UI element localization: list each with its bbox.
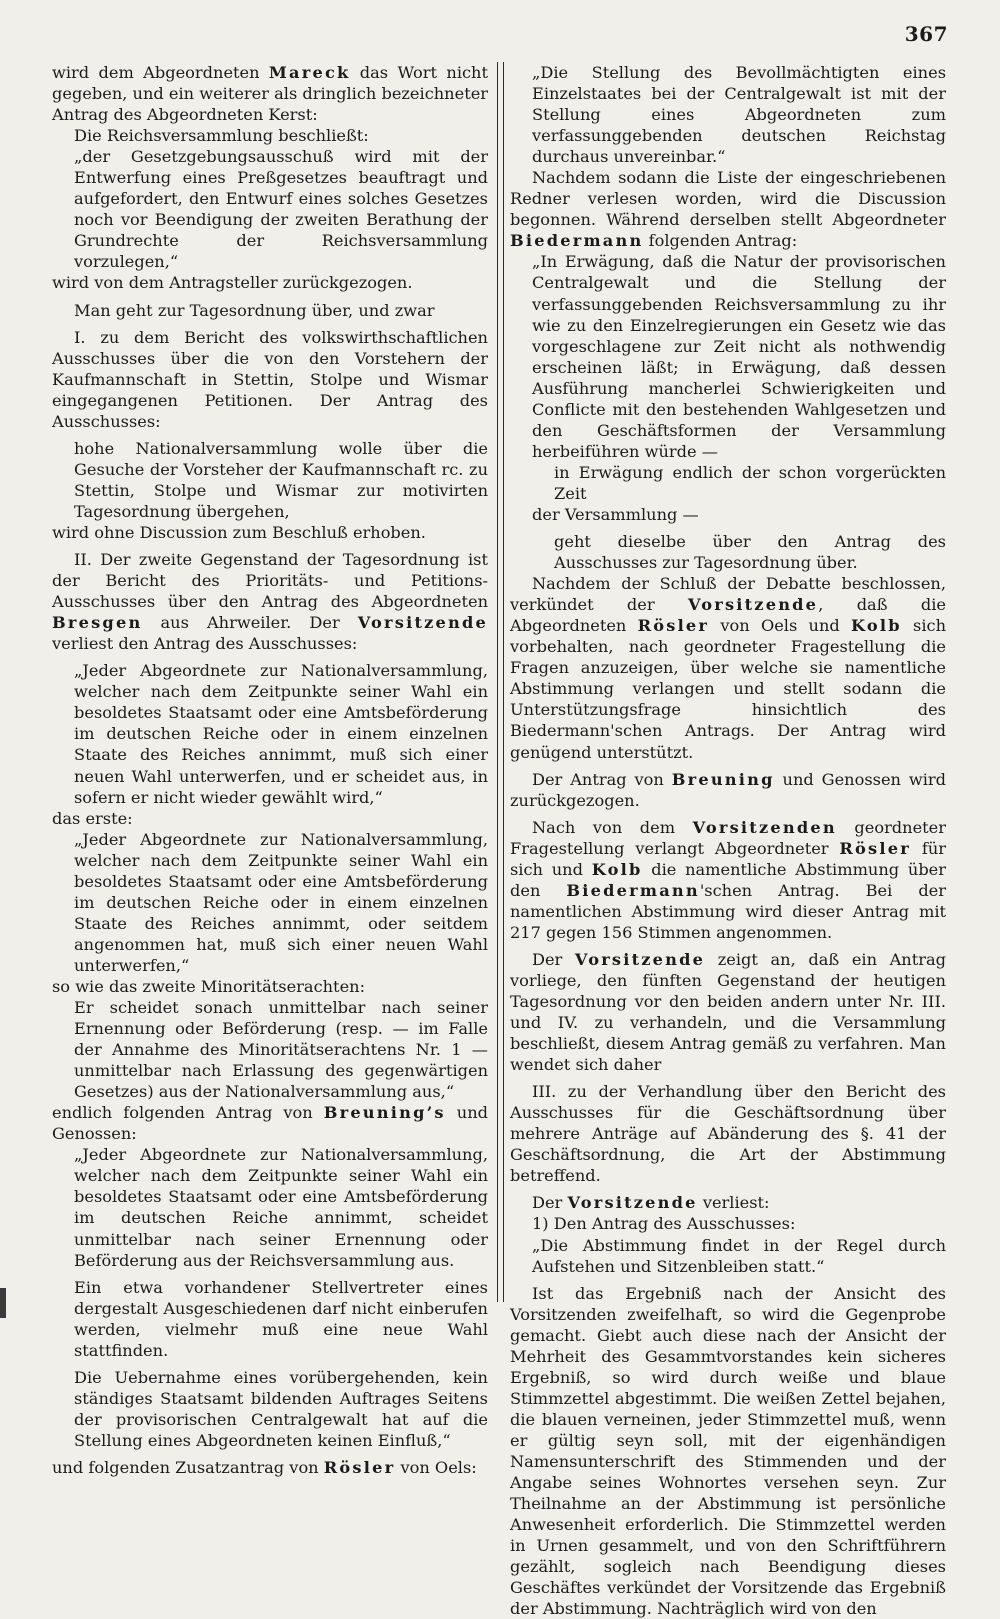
paragraph bbox=[510, 949, 946, 1075]
emphasized-name: Rösler bbox=[637, 616, 710, 636]
paragraph bbox=[52, 549, 488, 654]
paragraph bbox=[510, 817, 946, 943]
text-run: Der bbox=[532, 1193, 568, 1213]
paragraph bbox=[52, 522, 488, 543]
text-run: endlich folgenden Antrag von bbox=[52, 1103, 324, 1123]
text-run: sich vorbehalten, nach geordneter Fragestellung die Fragen anzuzeigen, über welche sie namentliche Abstimmung verlangen und stellt sodann die Unterstützungsfrage hinsichtlich des Biedermann'schen Antrags. Der Antrag wird genügend unterstützt. bbox=[510, 616, 946, 762]
text-run: Die Uebernahme eines vorübergehenden, kein ständiges Staatsamt bildenden Auftrages Seitens der provisorischen Centralgewalt hat auf die Stellung eines Abgeordneten keinen Einfluß,“ bbox=[74, 1367, 488, 1450]
paragraph bbox=[510, 1283, 946, 1619]
text-run: I. zu dem Bericht des volkswirthschaftlichen Ausschusses über die von den Vorstehern der Kaufmannschaft in Stettin, Stolpe und Wismar eingegangenen Petitionen. Der Antrag des Ausschusses: bbox=[52, 327, 488, 431]
emphasized-name: Biedermann bbox=[566, 880, 700, 900]
paragraph bbox=[52, 300, 488, 321]
text-run: wird von dem Antragsteller zurückgezogen. bbox=[52, 273, 413, 293]
text-run: Die Reichsversammlung beschließt: bbox=[74, 126, 369, 146]
text-run: der Versammlung — bbox=[532, 504, 699, 524]
emphasized-name: Kolb bbox=[851, 616, 902, 636]
paragraph bbox=[52, 1277, 488, 1361]
text-run: Er scheidet sonach unmittelbar nach seiner Ernennung oder Beförderung (resp. — im Falle der Annahme des Minoritätserachtens Nr. 1 — unmittelbar nach Erlassung des gegenwärtigen Gesetzes) aus der Nationalversammlung aus,“ bbox=[74, 998, 488, 1102]
paragraph bbox=[52, 1457, 488, 1478]
paragraph bbox=[52, 438, 488, 522]
paragraph bbox=[52, 808, 488, 829]
paragraph bbox=[510, 769, 946, 811]
text-run: „Die Abstimmung findet in der Regel durch Aufstehen und Sitzenbleiben statt.“ bbox=[532, 1235, 946, 1276]
text-run: Man geht zur Tagesordnung über, und zwar bbox=[74, 300, 435, 320]
emphasized-name: Biedermann bbox=[510, 231, 644, 251]
text-run: verliest: bbox=[697, 1193, 770, 1213]
paragraph bbox=[52, 1102, 488, 1144]
paragraph bbox=[52, 62, 488, 125]
paragraph bbox=[52, 125, 488, 146]
text-run: von Oels: bbox=[395, 1458, 477, 1477]
text-run: 'schen Antrag. Bei der namentlichen Abstimmung wird dieser Antrag mit 217 gegen 156 Stimmen angenommen. bbox=[510, 880, 946, 942]
paragraph bbox=[510, 1081, 946, 1186]
emphasized-name: Kolb bbox=[591, 859, 643, 879]
emphasized-name: Breuning bbox=[671, 769, 775, 789]
text-run: aus Ahrweiler. Der bbox=[142, 613, 358, 633]
text-run: zeigt an, daß ein Antrag vorliege, den fünften Gegenstand der heutigen Tagesordnung vor den beiden andern unter Nr. III. und IV. zu verhandeln, und die Versammlung beschließt, diesem Antrag gemäß zu verfahren. Man wendet sich daher bbox=[510, 949, 946, 1075]
emphasized-name: Mareck bbox=[268, 63, 351, 82]
text-run: „der Gesetzgebungsausschuß wird mit der Entwerfung eines Preßgesetzes beauftragt und aufgefordert, den Entwurf eines solches Gesetzes noch vor Beendigung der zweiten Berathung der Grundrechte der Reichsversammlung vorzulegen,“ bbox=[74, 147, 488, 272]
text-run: „Jeder Abgeordnete zur Nationalversammlung, welcher nach dem Zeitpunkte seiner Wahl ein besoldetes Staatsamt oder eine Amtsbeförderung im deutschen Reiche oder in einem einzelnen Staate des Reiches annimmt, oder seitdem angenommen hat, muß sich einer neuen Wahl unterwerfen,“ bbox=[74, 829, 488, 975]
column-divider bbox=[497, 62, 504, 1302]
text-run: die namentliche Abstimmung über den bbox=[510, 859, 946, 900]
emphasized-name: Vorsitzenden bbox=[692, 817, 837, 837]
text-run: folgenden Antrag: bbox=[643, 231, 798, 251]
text-run: und Genossen wird zurückgezogen. bbox=[510, 769, 946, 810]
text-run: , daß die Abgeordneten bbox=[510, 595, 946, 636]
emphasized-name: Rösler bbox=[323, 1458, 396, 1477]
text-run: III. zu der Verhandlung über den Bericht des Ausschusses für die Geschäftsordnung über mehrere Anträge auf Abänderung des §. 41 der Geschäftsordnung, die Art der Abstimmung betreffend. bbox=[510, 1082, 946, 1186]
text-run: geordneter Fragestellung verlangt Abgeordneter bbox=[510, 817, 946, 858]
right-column bbox=[510, 62, 946, 1619]
text-run: Ein etwa vorhandener Stellvertreter eines dergestalt Ausgeschiedenen darf nicht einberufen werden, vielmehr muß eine neue Wahl stattfinden. bbox=[74, 1277, 488, 1360]
text-run: geht dieselbe über den Antrag des Ausschusses zur Tagesordnung über. bbox=[554, 532, 946, 573]
paragraph bbox=[510, 573, 946, 762]
text-run: von Oels und bbox=[709, 616, 851, 636]
emphasized-name: Rösler bbox=[839, 838, 911, 858]
text-run: Der bbox=[532, 949, 575, 969]
text-run: Der Antrag von bbox=[532, 769, 672, 789]
paragraph bbox=[52, 146, 488, 272]
paragraph bbox=[510, 251, 946, 461]
paragraph bbox=[510, 504, 946, 525]
text-run: verliest den Antrag des Ausschusses: bbox=[52, 634, 358, 654]
text-run: „Die Stellung des Bevollmächtigten eines Einzelstaates bei der Centralgewalt ist mit der Stellung eines Abgeordneten zum verfassunggebenden deutschen Reichstag durchaus unvereinbar.“ bbox=[532, 63, 946, 167]
paragraph bbox=[52, 997, 488, 1102]
text-run: „Jeder Abgeordnete zur Nationalversammlung, welcher nach dem Zeitpunkte seiner Wahl ein besoldetes Staatsamt oder eine Amtsbeförderung im deutschen Reiche oder in einem einzelnen Staate des Reiches annimmt, muß sich einer neuen Wahl unterwerfen, und er scheidet aus, in sofern er nicht wieder gewählt wird,“ bbox=[74, 661, 488, 807]
text-run: „In Erwägung, daß die Natur der provisorischen Centralgewalt und die Stellung der verfassunggebenden Reichsversammlung zu ihr wie zu den Einzelregierungen ein Gesetz wie das vorgeschlagene zur Zeit nicht als nothwendig erscheinen läßt; in Erwägung, daß dessen Ausführung mancherlei Schwierigkeiten und Conflicte mit den bestehenden Wahlgesetzen und den Geschäftsformen der Versammlung herbeiführen würde — bbox=[532, 252, 946, 461]
text-run: in Erwägung endlich der schon vorgerückten Zeit bbox=[554, 462, 946, 503]
scan-edge-mark bbox=[0, 1288, 6, 1318]
text-run: wird ohne Discussion zum Beschluß erhoben. bbox=[52, 522, 426, 542]
emphasized-name: Breuning’s bbox=[323, 1103, 446, 1123]
page-number: 367 bbox=[904, 22, 948, 46]
emphasized-name: Vorsitzende bbox=[567, 1193, 698, 1213]
text-run: Nachdem sodann die Liste der eingeschriebenen Redner verlesen worden, wird die Discussion begonnen. Während derselben stellt Abgeordneter bbox=[510, 168, 946, 230]
paragraph bbox=[52, 1367, 488, 1451]
paragraph bbox=[510, 531, 946, 573]
paragraph bbox=[52, 660, 488, 807]
text-run: das erste: bbox=[52, 808, 133, 828]
paragraph bbox=[52, 829, 488, 976]
text-run: und folgenden Zusatzantrag von bbox=[52, 1458, 324, 1477]
text-run: und Genossen: bbox=[52, 1103, 488, 1144]
text-run: II. Der zweite Gegenstand der Tagesordnung ist der Bericht des Prioritäts- und Petitions-Ausschusses über den Antrag des Abgeordneten bbox=[52, 550, 488, 612]
paragraph bbox=[52, 1144, 488, 1270]
paragraph bbox=[510, 62, 946, 167]
text-run: Nach von dem bbox=[532, 817, 693, 837]
paragraph bbox=[52, 976, 488, 997]
paragraph bbox=[510, 1213, 946, 1234]
text-run: das Wort nicht gegeben, und ein weiterer als dringlich bezeichneter Antrag des Abgeordneten Kerst: bbox=[52, 63, 489, 125]
text-run: hohe Nationalversammlung wolle über die Gesuche der Vorsteher der Kaufmannschaft rc. zu Stettin, Stolpe und Wismar zur motivirten Tagesordnung übergehen, bbox=[74, 438, 488, 521]
paragraph bbox=[510, 167, 946, 251]
emphasized-name: Vorsitzende bbox=[574, 949, 706, 969]
text-run: Ist das Ergebniß nach der Ansicht des Vorsitzenden zweifelhaft, so wird die Gegenprobe gemacht. Giebt auch diese nach der Ansicht der Mehrheit des Gesammtvorstandes kein sicheres Ergebniß, so wird durch weiße und blaue Stimmzettel abgestimmt. Die weißen Zettel bejahen, die blauen verneinen, jeder Stimmzettel muß, wenn er gültig seyn soll, mit der eigenhändigen Namensunterschrift des Stimmenden und der Angabe seines Wohnortes versehen seyn. Zur Theilnahme an der Abstimmung ist persönliche Anwesenheit erforderlich. Die Stimmzettel werden in Urnen gesammelt, und von den Schriftführern gezählt, sogleich nach Beendigung dieses Geschäftes verkündet der Vorsitzende das Ergebniß der Abstimmung. Nachträglich wird von den bbox=[510, 1283, 946, 1619]
emphasized-name: Vorsitzende bbox=[687, 595, 819, 615]
emphasized-name: Bresgen bbox=[52, 613, 143, 633]
text-run: „Jeder Abgeordnete zur Nationalversammlung, welcher nach dem Zeitpunkte seiner Wahl ein besoldetes Staatsamt oder eine Amtsbeförderung im deutschen Reiche annimmt, scheidet unmittelbar nach seiner Ernennung oder Beförderung aus der Reichsversammlung aus. bbox=[74, 1145, 488, 1270]
text-run: für sich und bbox=[510, 838, 946, 879]
paragraph bbox=[510, 462, 946, 504]
paragraph bbox=[510, 1192, 946, 1213]
text-run: wird dem Abgeordneten bbox=[52, 63, 269, 82]
left-column bbox=[52, 62, 488, 1478]
text-run: so wie das zweite Minoritätserachten: bbox=[52, 976, 366, 996]
paragraph bbox=[510, 1235, 946, 1277]
paragraph bbox=[52, 327, 488, 432]
text-run: Nachdem der Schluß der Debatte beschlossen, verkündet der bbox=[510, 574, 946, 615]
text-run: 1) Den Antrag des Ausschusses: bbox=[532, 1214, 796, 1234]
emphasized-name: Vorsitzende bbox=[357, 613, 488, 633]
paragraph bbox=[52, 272, 488, 293]
